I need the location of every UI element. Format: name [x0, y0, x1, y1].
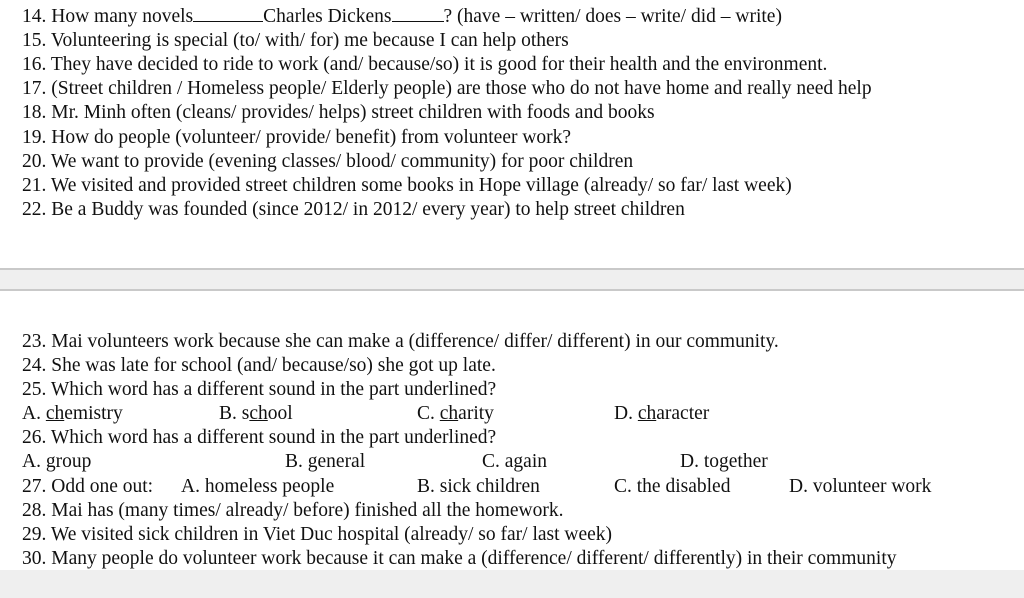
question-20: 20. We want to provide (evening classes/ blood/ community) for poor children	[22, 151, 634, 172]
document-page-top	[0, 0, 1024, 268]
option-27a: A. homeless people	[181, 476, 335, 497]
question-27: 27. Odd one out:	[22, 476, 154, 497]
question-24: 24. She was late for school (and/ because/so) she got up late.	[22, 355, 496, 376]
option-26b: B. general	[285, 451, 366, 472]
option-27d: D. volunteer work	[789, 476, 932, 497]
option-25d: D. character	[614, 403, 710, 424]
question-17: 17. (Street children / Homeless people/ Elderly people) are those who do not have home and really need help	[22, 78, 872, 99]
question-16: 16. They have decided to ride to work (and/ because/so) it is good for their health and the environment.	[22, 54, 828, 75]
question-text: How many novels	[51, 6, 194, 27]
option-26d: D. together	[680, 451, 768, 472]
question-text: Charles Dickens	[263, 6, 392, 27]
question-15: 15. Volunteering is special (to/ with/ for) me because I can help others	[22, 30, 569, 51]
question-14	[22, 4, 782, 28]
question-30: 30. Many people do volunteer work because it can make a (difference/ different/ differently) in their community	[22, 548, 897, 569]
question-26: 26. Which word has a different sound in the part underlined?	[22, 427, 497, 448]
question-text: ? (have – written/ does – write/ did – write)	[443, 6, 782, 27]
question-25: 25. Which word has a different sound in the part underlined?	[22, 379, 497, 400]
question-23: 23. Mai volunteers work because she can make a (difference/ differ/ different) in our community.	[22, 331, 779, 352]
question-18: 18. Mr. Minh often (cleans/ provides/ helps) street children with foods and books	[22, 102, 655, 123]
option-25c: C. charity	[417, 403, 494, 424]
answer-blank	[392, 4, 444, 22]
option-27b: B. sick children	[417, 476, 540, 497]
document-page-bottom	[0, 291, 1024, 570]
option-25b: B. school	[219, 403, 293, 424]
question-29: 29. We visited sick children in Viet Duc hospital (already/ so far/ last week)	[22, 524, 613, 545]
page-divider	[0, 268, 1024, 270]
question-28: 28. Mai has (many times/ already/ before) finished all the homework.	[22, 500, 564, 521]
option-26c: C. again	[482, 451, 547, 472]
option-26a: A. group	[22, 451, 92, 472]
option-25a: A. chemistry	[22, 403, 123, 424]
question-number: 14.	[22, 6, 47, 27]
question-19: 19. How do people (volunteer/ provide/ benefit) from volunteer work?	[22, 127, 572, 148]
option-27c: C. the disabled	[614, 476, 731, 497]
question-22: 22. Be a Buddy was founded (since 2012/ in 2012/ every year) to help street children	[22, 199, 685, 220]
answer-blank	[193, 4, 263, 22]
question-21: 21. We visited and provided street children some books in Hope village (already/ so far/ last week)	[22, 175, 792, 196]
